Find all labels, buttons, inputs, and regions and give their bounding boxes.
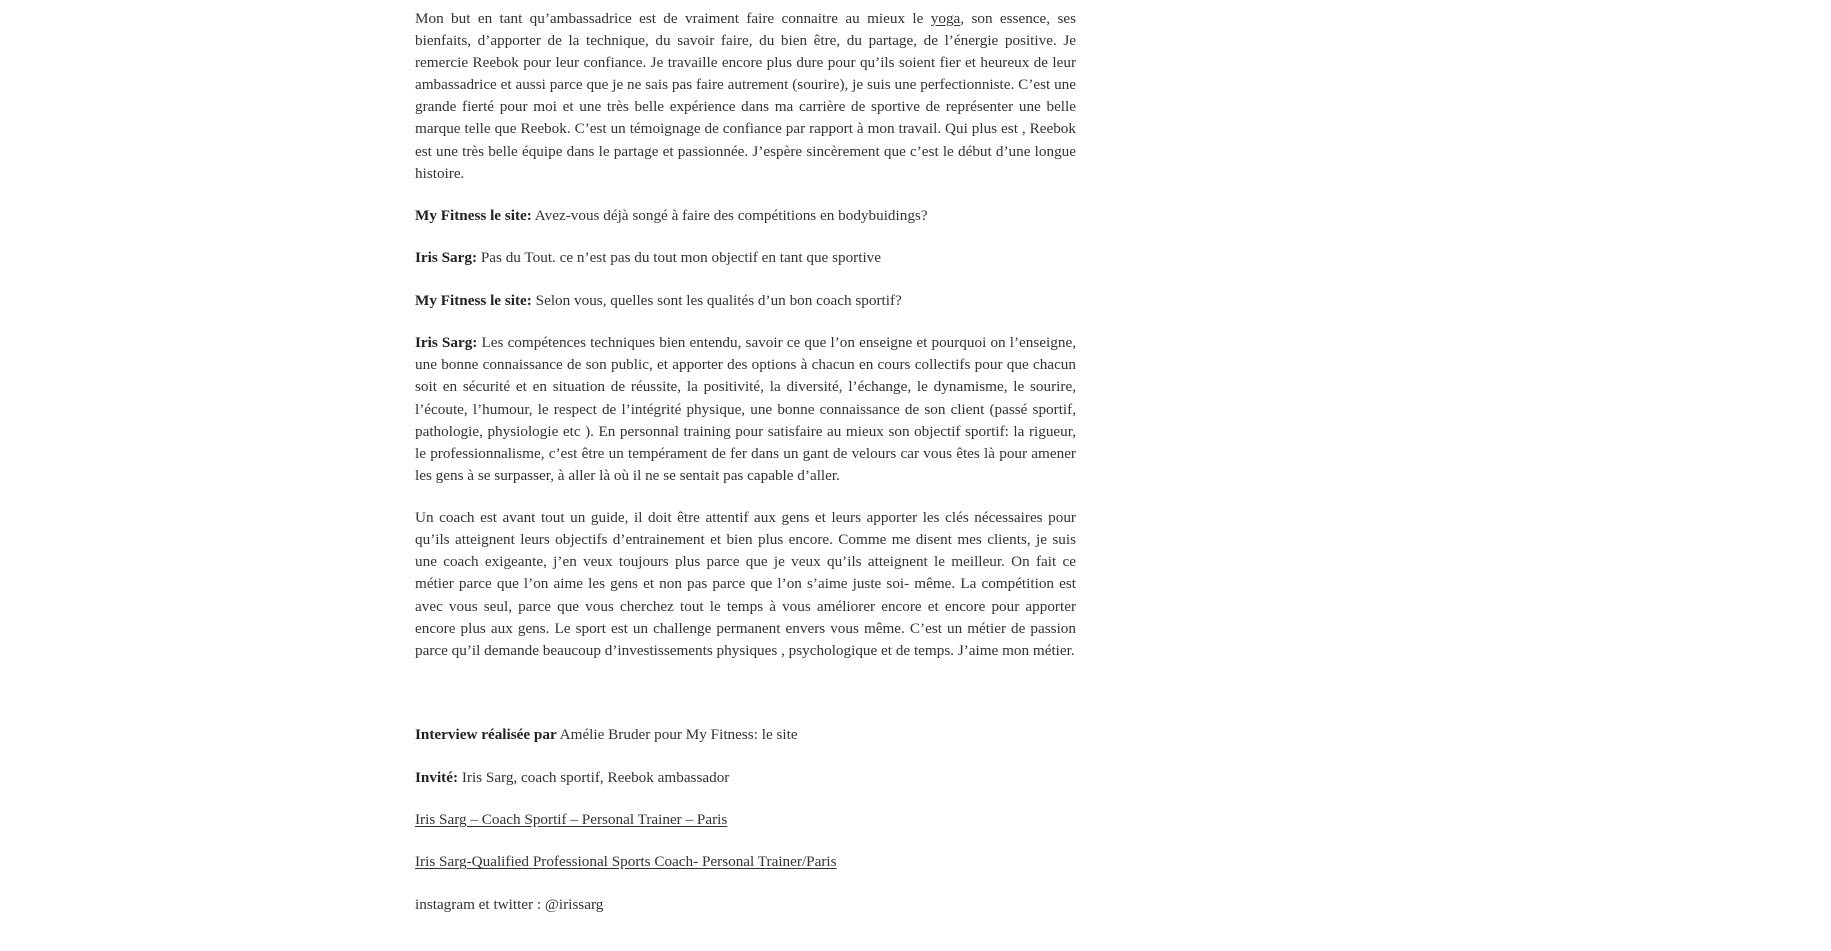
paragraph-text: Mon but en tant qu’ambassadrice est de vraiment faire connaitre au mieux le xyxy=(415,10,931,27)
profile-link-en[interactable]: Iris Sarg-Qualified Professional Sports Coach- Personal Trainer/Paris xyxy=(415,853,837,871)
question-bodybuilding xyxy=(415,205,1076,227)
credit-interview xyxy=(415,724,1076,746)
credit-guest xyxy=(415,767,1076,789)
profile-link-en-row xyxy=(415,851,1076,873)
question-qualities xyxy=(415,290,1076,312)
social-handles: instagram et twitter : @irissarg xyxy=(415,895,604,913)
profile-link-fr[interactable]: Iris Sarg – Coach Sportif – Personal Trainer – Paris xyxy=(415,810,728,828)
credit-label: Interview réalisée par xyxy=(415,726,557,744)
speaker-label: Iris Sarg: xyxy=(415,249,478,267)
question-text: Selon vous, quelles sont les qualités d’un bon coach sportif? xyxy=(531,291,902,309)
credit-label: Invité: xyxy=(415,768,459,786)
speaker-label: Iris Sarg: xyxy=(415,334,478,352)
paragraph-ambassador xyxy=(415,8,1076,185)
paragraph-text: , son essence, ses bienfaits, d’apporter de la technique, du savoir faire, du bien être, du partage, de l’énergie positive. Je remercie Reebok pour leur confiance. Je travaille encore plus dure pour qu’ils soient fier et heureux de leur ambassadrice et aussi parce que je ne sais pas faire autrement (sourire), je suis une perfectionniste. C’est une grande fierté pour moi et une très belle expérience dans ma carrière de sportive de représenter une belle marque telle que Reebok. C’est un témoignage de confiance par rapport à mon travail. Qui plus est , Reebok est une très belle équipe dans le partage et passionnée. J’espère sincèrement que c’est le début d’une longue histoire. xyxy=(415,10,1077,182)
paragraph-coach-guide: Un coach est avant tout un guide, il doit être attentif aux gens et leurs apporter les clés nécessaires pour qu’ils atteignent leurs objectifs d’entrainement et bien plus encore. Comme me disent mes clients, je suis une coach exigeante, j’en veux toujours plus parce que je veux qu’ils atteignent le meilleur. On fait ce métier parce que l’on aime les gens et non pas parce que l’on s’aime juste soi- même. La compétition est avec vous seul, parce que vous cherchez tout le temps à vous améliorer encore et encore pour apporter encore plus aux gens. Le sport est un challenge permanent envers vous même. C’est un métier de passion parce qu’il demande beaucoup d’investissements physiques , psychologique et de temps. J’aime mon métier. xyxy=(415,509,1076,659)
answer-bodybuilding xyxy=(415,247,1076,269)
credit-value: Amélie Bruder pour My Fitness: le site xyxy=(556,726,798,744)
answer-text: Pas du Tout. ce n’est pas du tout mon objectif en tant que sportive xyxy=(477,249,882,267)
question-text: Avez-vous déjà songé à faire des compétitions en bodybuidings? xyxy=(531,207,928,225)
profile-link-fr-row xyxy=(415,809,1076,831)
yoga-link[interactable]: yoga xyxy=(930,10,961,27)
credit-value: Iris Sarg, coach sportif, Reebok ambassador xyxy=(458,768,730,786)
answer-text: Les compétences techniques bien entendu, savoir ce que l’on enseigne et pourquoi on l’enseigne, une bonne connaissance de son public, et apporter des options à chacun en cours collectifs pour que chacun soit en sécurité et en situation de réussite, la positivité, la diversité, l’échange, le dynamisme, le sourire, l’écoute, l’humour, le respect de l’intégrité physique, une bonne connaissance de son client (passé sportif, pathologie, physiologie etc ). En personnal training pour satisfaire au mieux son objectif sportif: la rigueur, le professionnalisme, c’est être un tempérament de fer dans un gant de velours car vous êtes là pour amener les gens à se surpasser, à aller là où il ne se sentait pas capable d’aller. xyxy=(415,334,1076,484)
speaker-label: My Fitness le site: xyxy=(415,291,532,309)
answer-qualities xyxy=(415,332,1076,487)
spacer xyxy=(415,682,1076,724)
speaker-label: My Fitness le site: xyxy=(415,207,532,225)
article-body xyxy=(415,8,1076,936)
